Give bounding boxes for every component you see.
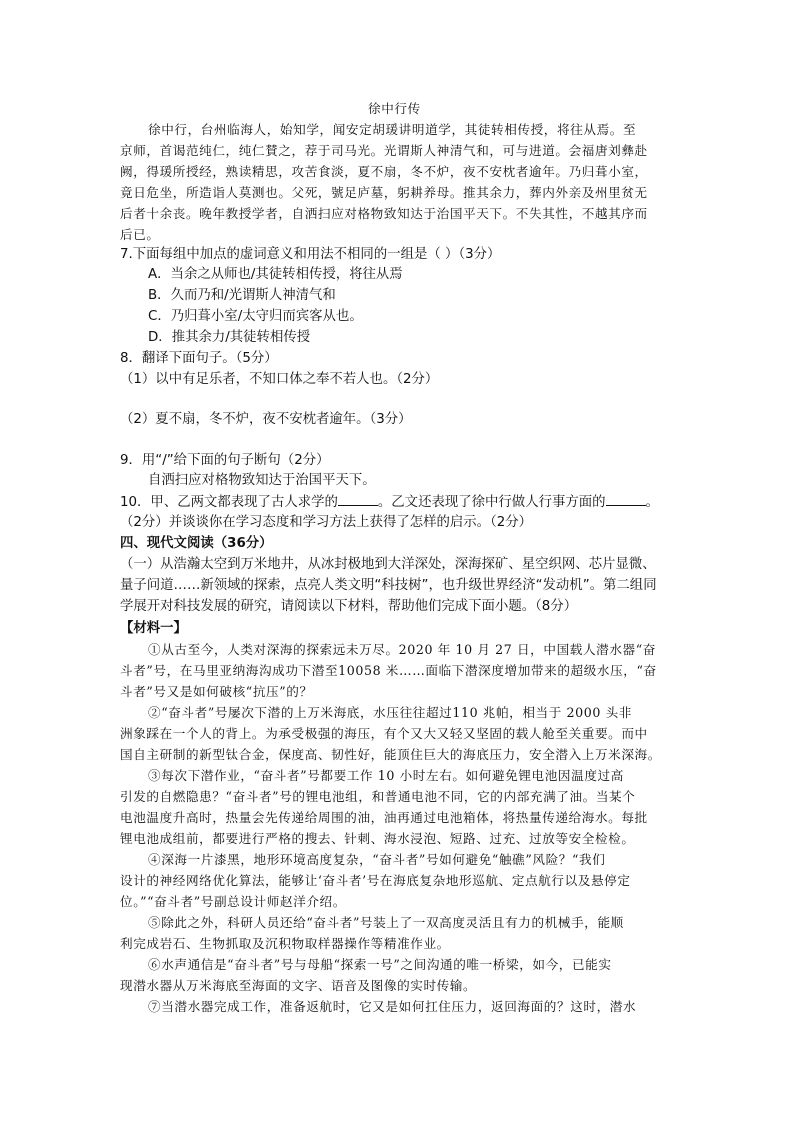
answer-blank[interactable] [338,493,378,506]
material-line: ⑥水声通信是“奋斗者”号与母船“探索一号”之间沟通的唯一桥梁，如今，已能实 [148,957,612,972]
passage-line: 后已。 [120,227,160,242]
answer-blank[interactable] [606,493,646,506]
question-8-item-1: （1）以中有足乐者，不知口体之奉不若人也。（2分） [120,372,439,387]
passage-line: 徐中行，台州临海人，始知学，闻安定胡瑗讲明道学，其徒转相传授，将往从焉。至 [148,122,637,137]
material-line: 位。”“奋斗者”号副总设计师赵洋介绍。 [120,894,346,909]
section-4-intro-line: （一）从浩瀚太空到万米地井，从冰封极地到大洋深处，深海探矿、星空织网、芯片显微、 [120,557,656,572]
material-line: 电池温度升高时，热量会先传递给周围的油，油再通过电池箱体，将热量传递给海水。每批 [120,810,648,825]
material-line: 现潜水器从万米海底至海面的文字、语音及图像的实时传输。 [120,978,477,993]
question-9-stem: 9．用“/”给下面的句子断句（2分） [120,453,330,468]
material-line: 利完成岩石、生物抓取及沉积物取样器操作等精准作业。 [120,936,450,951]
material-line: ⑤除此之外，科研人员还给“奋斗者”号装上了一双高度灵活且有力的机械手，能顺 [148,915,624,930]
material-line: ③每次下潜作业，“奋斗者”号都要工作 10 小时左右。如何避免锂电池因温度过高 [148,768,624,783]
section-4-intro-line: 学展开对科技发展的研究，请阅读以下材料，帮助他们完成下面小题。（8分） [120,599,578,614]
passage-line: 阙，得瑗所授经，熟读精思，攻苦食淡，夏不扇，冬不炉，夜不安枕者逾年。乃归葺小室， [120,164,648,179]
material-line: 锂电池成组前，都要进行严格的搜去、针刺、海水浸泡、短路、过充、过放等安全检检。 [120,831,635,846]
material-line: 洲象踩在一个人的背上。为承受极强的海压，有个又大又轻又坚固的载人舱至关重要。而中 [120,726,648,741]
passage-line: 竟日危坐，所造诣人莫测也。父死，號足庐墓，躬耕养母。推其余力，葬内外亲及州里贫无 [120,185,648,200]
question-7-option-c: C．乃归葺小室/太守归而宾客从也。 [148,309,363,324]
material-line: 引发的自燃隐患？“奋斗者”号的锂电池组，和普通电池不同，它的内部充满了油。当某个 [120,789,636,804]
question-7-option-d: D．推其余力/其徒转相传授 [148,330,311,345]
passage-line: 后者十余丧。晚年教授学者，自洒扫应对格物致知达于治国平天下。不失其性，不越其序而 [120,206,648,221]
material-line: 国自主研制的新型钛合金，保度高、韧性好，能顶住巨大的海底压力，安全潜入上万米深海。 [120,747,661,762]
question-10-part-2: 。乙文还表现了徐中行做人行事方面的 [377,495,606,510]
section-4-heading: 四、现代文阅读（36分） [120,536,273,551]
material-line: 斗者”号，在马里亚纳海沟成功下潜至10058 米……面临下潜深度增加带来的超级水压，“奋 [120,663,657,678]
material-line: 斗者”号又是如何破核“抗压”的？ [120,684,313,699]
question-8-item-2: （2）夏不扇，冬不炉，夜不安枕者逾年。（3分） [120,412,412,427]
material-line: ②“奋斗者”号屡次下潜的上万米海底，水压往往超过110 兆帕，相当于 2000 头非 [148,705,632,720]
passage-line: 京师，首谒范纯仁，纯仁賛之，荐于司马光。光谓斯人神清气和，可与进道。会福唐刘彝赴 [120,143,648,158]
question-10-line-2: （2分）并谈谈你在学习态度和学习方法上获得了怎样的启示。（2分） [120,515,533,530]
question-7-option-b: B．久而乃和/光谓斯人神清气和 [148,288,336,303]
material-1-label: 【材料一】 [120,621,187,636]
question-7-stem: 7.下面每组中加点的虚词意义和用法不相同的一组是（ ）（3分） [120,247,501,262]
section-4-intro-line: 量子问道……新领域的探索，点亮人类文明“科技树”，也升级世界经济“发动机”。第二组同 [120,578,657,593]
question-10-part-3: 。 [645,495,659,510]
material-line: ④深海一片漆黑，地形环境高度复杂，“奋斗者”号如何避免“触礁”风险？“我们 [148,852,606,867]
question-10-part-1: 10．甲、乙两文都表现了古人求学的 [120,495,338,510]
passage-title: 徐中行传 [368,101,421,116]
question-10-line-1 [120,493,659,512]
question-7-option-a: A．当余之从师也/其徒转相传授，将往从焉 [148,267,403,282]
material-line: ①从古至今，人类对深海的探索远未万尽。2020 年 10 月 27 日，中国载人潜水器“奋 [148,642,656,657]
material-line: ⑦当潜水器完成工作，准备返航时，它又是如何扛住压力，返回海面的？这时，潜水 [148,999,637,1014]
material-line: 设计的神经网络优化算法，能够让‘奋斗者’号在海底复杂地形巡航、定点航行以及悬停定 [120,873,631,888]
question-9-sentence: 自洒扫应对格物致知达于治国平天下。 [148,473,376,488]
question-8-stem: 8．翻译下面句子。（5分） [120,351,278,366]
